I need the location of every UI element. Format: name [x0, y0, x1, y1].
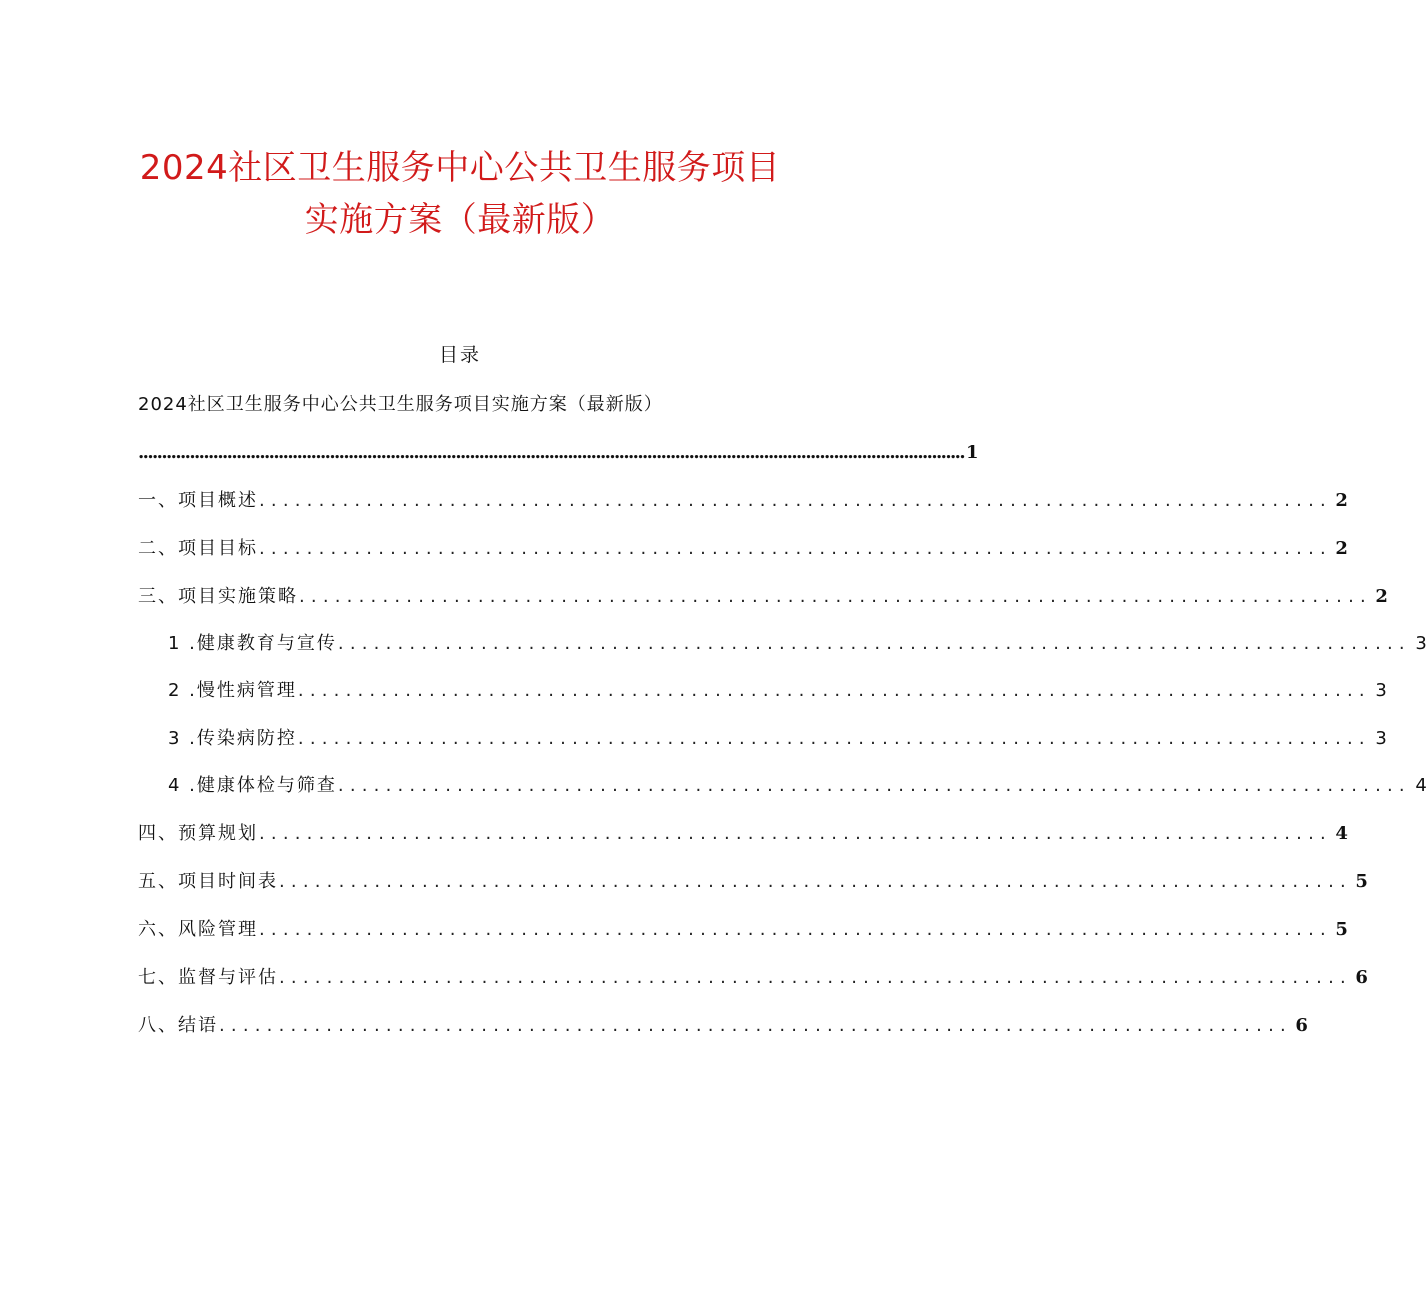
- toc-entry-label: 三、项目实施策略: [138, 586, 298, 607]
- document-title-line-1: 2024社区卫生服务中心公共卫生服务项目: [139, 148, 781, 188]
- toc-page-number: 6: [1295, 1015, 1308, 1036]
- toc-page-number: 2: [1335, 538, 1348, 559]
- toc-entry-label: 二、项目目标: [138, 538, 258, 559]
- toc-page-number: 3: [1375, 680, 1387, 701]
- document-title-line-2: 实施方案（最新版）: [304, 200, 616, 240]
- toc-entry-title-leader-row[interactable]: [138, 438, 979, 468]
- toc-page-number: 3: [1375, 728, 1387, 749]
- toc-entry-strategy[interactable]: [138, 582, 1388, 612]
- toc-entry-risk[interactable]: [138, 915, 1348, 945]
- toc-page-number: 2: [1335, 490, 1348, 511]
- dot-leader: ..........................................................................................: [297, 728, 1371, 749]
- toc-entry-infectious-disease[interactable]: [168, 724, 1387, 754]
- dot-leader: ..........................................................................................: [297, 680, 1371, 701]
- toc-entry-conclusion[interactable]: [138, 1011, 1308, 1041]
- dot-leader: ..........................................................................................: [219, 1015, 1292, 1036]
- toc-heading: 目录: [438, 344, 481, 366]
- toc-entry-health-education[interactable]: [168, 629, 1427, 659]
- toc-page-number: 5: [1335, 919, 1348, 940]
- document-title: [0, 142, 920, 246]
- toc-entry-label: 3 .传染病防控: [168, 728, 297, 749]
- dot-leader: ..........................................................................................: [279, 967, 1352, 988]
- toc-entry-label: 五、项目时间表: [138, 871, 278, 892]
- toc-entry-label: 1 .健康教育与宣传: [168, 633, 337, 654]
- toc-entry-label: 八、结语: [138, 1015, 218, 1036]
- toc-entry-label: 七、监督与评估: [138, 967, 278, 988]
- toc-entry-chronic-disease[interactable]: [168, 676, 1387, 706]
- toc-entry-supervision[interactable]: [138, 963, 1368, 993]
- dot-leader: ..........................................................................................: [337, 775, 1411, 796]
- toc-entry-label: 六、风险管理: [138, 919, 258, 940]
- dot-leader: ..........................................................................................: [259, 823, 1332, 844]
- toc-entry-label: 2 .慢性病管理: [168, 680, 297, 701]
- toc-entry-title[interactable]: 2024社区卫生服务中心公共卫生服务项目实施方案（最新版）: [138, 394, 663, 415]
- toc-entry-goals[interactable]: [138, 534, 1348, 564]
- dot-leader: ..........................................................................................: [337, 633, 1411, 654]
- toc-page-number: 4: [1415, 775, 1427, 796]
- toc-page-number: 4: [1335, 823, 1348, 844]
- toc-page-number: 6: [1355, 967, 1368, 988]
- dot-leader: ..........................................................................................: [279, 871, 1352, 892]
- dot-leader: .................................................................................................................................................................................: [138, 442, 964, 463]
- dot-leader: ..........................................................................................: [259, 919, 1332, 940]
- toc-entry-health-checkup[interactable]: [168, 771, 1427, 801]
- toc-entry-overview[interactable]: [138, 486, 1348, 516]
- toc-page-number: 3: [1415, 633, 1427, 654]
- dot-leader: ..........................................................................................: [259, 490, 1332, 511]
- toc-entry-label: 一、项目概述: [138, 490, 258, 511]
- toc-page-number: 1: [966, 442, 979, 463]
- dot-leader: ..........................................................................................: [299, 586, 1372, 607]
- toc-entry-label: 四、预算规划: [138, 823, 258, 844]
- toc-entry-label: 4 .健康体检与筛查: [168, 775, 337, 796]
- toc-entry-timeline[interactable]: [138, 867, 1368, 897]
- toc-entry-budget[interactable]: [138, 819, 1348, 849]
- toc-page-number: 5: [1355, 871, 1368, 892]
- toc-page-number: 2: [1375, 586, 1388, 607]
- dot-leader: ..........................................................................................: [259, 538, 1332, 559]
